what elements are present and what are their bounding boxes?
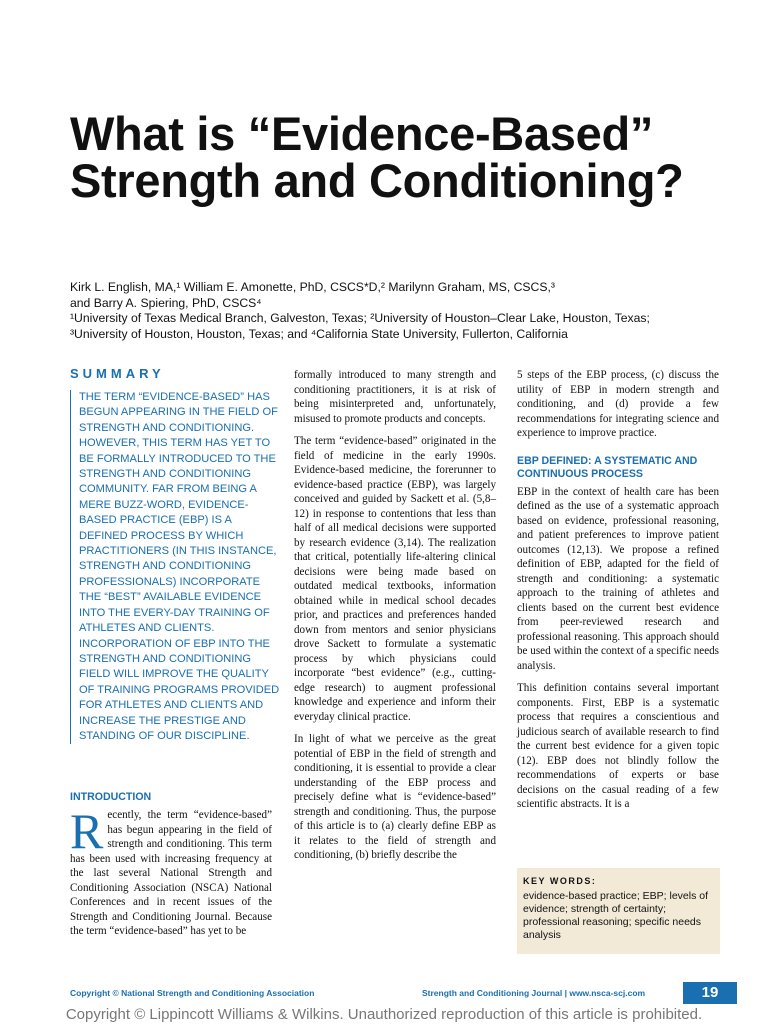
col3-paragraph-1: 5 steps of the EBP process, (c) discuss the utility of EBP in modern strength and conditioning, and (d) provide a few recommendations for integrating science and experience to improve practice.: [517, 369, 719, 439]
introduction-heading: INTRODUCTION: [70, 791, 152, 803]
authors-line-2: and Barry A. Spiering, PhD, CSCS⁴: [70, 295, 262, 310]
affiliations-line-1: ¹University of Texas Medical Branch, Galveston, Texas; ²University of Houston–Clear Lake, Houston, Texas;: [70, 311, 650, 325]
copyright-banner: Copyright © Lippincott Williams & Wilkins. Unauthorized reproduction of this article is prohibited.: [65, 1006, 703, 1023]
col3-paragraph-3: This definition contains several important components. First, EBP is a systematic process that requires a conscientious and judicious search of available research to find the current best evidence for a given topic (12). EBP does not blindly follow the recommendations of experts or base decisions on the casual reading of a few scientific abstracts. It is a: [517, 682, 719, 810]
page-number: 19: [683, 982, 737, 1004]
col3-paragraph-2: EBP in the context of health care has been defined as the use of a systematic approach based on evidence, professional reasoning, and patient preferences to improve patient outcomes (12,13). We propose a refined definition of EBP, adapted for the field of strength and conditioning: a systematic approach to the training of athletes and clients based on the current best evidence from peer-reviewed research and professional reasoning. This approach should be used within the context of a specific needs analysis.: [517, 485, 719, 672]
summary-box: [70, 366, 280, 744]
column-2: [294, 368, 496, 871]
column-3: [517, 368, 719, 820]
authors-line-1: Kirk L. English, MA,¹ William E. Amonette, PhD, CSCS*D,² Marilynn Graham, MS, CSCS,³: [70, 280, 555, 294]
summary-text: THE TERM “EVIDENCE-BASED” HAS BEGUN APPEARING IN THE FIELD OF STRENGTH AND CONDITIONING. HOWEVER, THIS TERM HAS YET TO BE FORMALLY INTRODUCED TO THE STRENGTH AND CONDITIONING COMMUNITY. FAR FROM BEING A MERE BUZZ-WORD, EVIDENCE-BASED PRACTICE (EBP) IS A DEFINED PROCESS BY WHICH PRACTITIONERS (IN THIS INSTANCE, STRENGTH AND CONDITIONING PROFESSIONALS) INCORPORATE THE “BEST” AVAILABLE EVIDENCE INTO THE EVERY-DAY TRAINING OF ATHLETES AND CLIENTS. INCORPORATION OF EBP INTO THE STRENGTH AND CONDITIONING FIELD WILL IMPROVE THE QUALITY OF TRAINING PROGRAMS PROVIDED FOR ATHLETES AND CLIENTS AND INCREASE THE PRESTIGE AND STANDING OF OUR DISCIPLINE.: [70, 390, 280, 744]
col2-paragraph-3: In light of what we perceive as the great potential of EBP in the field of strength and conditioning, it is essential to provide a clear understanding of the EBP process and precisely define what is “evidence-based” strength and conditioning. Thus, the purpose of this article is to (a) clearly define EBP as it relates to the field of strength and conditioning, (b) briefly describe the: [294, 733, 496, 861]
introduction-section: [70, 791, 272, 947]
ebp-defined-heading: EBP DEFINED: A SYSTEMATIC AND CONTINUOUS PROCESS: [517, 454, 698, 480]
col2-paragraph-1: formally introduced to many strength and conditioning practitioners, it is at risk of being misinterpreted and, unfortunately, misused to promote products and concepts.: [294, 369, 496, 425]
affiliations-line-2: ³University of Houston, Houston, Texas; and ⁴California State University, Fullerton, California: [70, 326, 568, 341]
keywords-heading: KEY WORDS:: [523, 876, 597, 886]
article-title: What is “Evidence-Based” Strength and Conditioning?: [70, 107, 684, 207]
introduction-text: ecently, the term “evidence-based” has begun appearing in the field of strength and conditioning. This term has been used with increasing frequency at the last several National Strength and Conditioning Association (NSCA) National Conferences and in recent issues of the Strength and Conditioning Journal. Because the term “evidence-based” has yet to be: [70, 809, 272, 937]
footer-journal: Strength and Conditioning Journal | www.nsca-scj.com: [422, 988, 646, 998]
footer-copyright: Copyright © National Strength and Conditioning Association: [70, 988, 315, 998]
drop-cap: R: [70, 803, 104, 859]
col2-paragraph-2: The term “evidence-based” originated in the field of medicine in the early 1990s. Evidence-based medicine, the forerunner to evidence-based practice (EBP), was largely conceived and guided by Sackett et al. (5,8–12) in response to contentions that less than half of all medical decisions were supported by research evidence (3,14). The realization that critical, potentially life-altering clinical decisions were being made based on outdated medical textbooks, information obtained while in medical school decades prior, and practices and preferences handed down from mentors and senior physicians drove Sackett to formulate a systematic process by which physicians could incorporate “best evidence” (e.g., cutting-edge research) to augment professional knowledge and experience and inform their everyday clinical practice.: [294, 435, 496, 723]
keywords-box: [517, 868, 720, 954]
summary-heading: SUMMARY: [70, 366, 165, 381]
author-block: [70, 280, 710, 342]
introduction-paragraph: [70, 803, 272, 939]
keywords-text: evidence-based practice; EBP; levels of evidence; strength of certainty; professional reasoning; specific needs analysis: [523, 890, 709, 941]
